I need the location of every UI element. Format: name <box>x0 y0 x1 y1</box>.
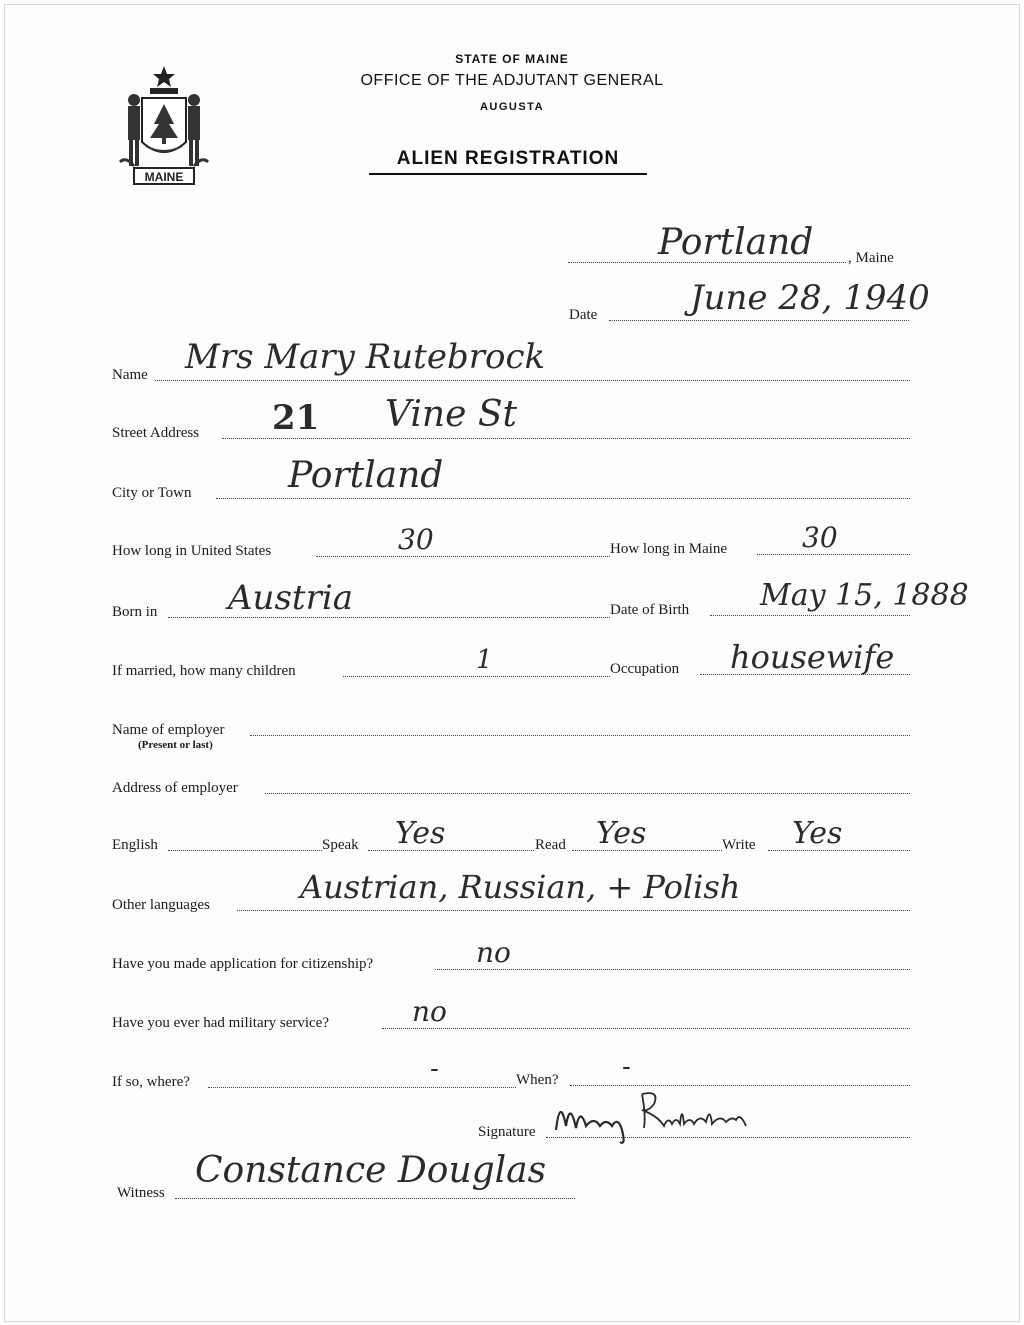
employer-address-label: Address of employer <box>112 780 238 796</box>
speak-line <box>368 850 534 851</box>
years-maine-label: How long in Maine <box>610 541 728 557</box>
city-line <box>216 498 910 499</box>
occupation-field[interactable]: housewife <box>730 638 895 676</box>
years-maine-field[interactable]: 30 <box>802 521 838 554</box>
years-us-field[interactable]: 30 <box>398 523 434 556</box>
military-label: Have you ever had military service? <box>112 1015 329 1031</box>
military-field[interactable]: no <box>412 995 447 1028</box>
witness-field[interactable]: Constance Douglas <box>195 1150 547 1191</box>
date-field[interactable]: June 28, 1940 <box>690 278 930 318</box>
date-label: Date <box>569 307 598 323</box>
street-line <box>222 438 910 439</box>
years-maine-line <box>757 554 910 555</box>
english-label: English <box>112 837 158 853</box>
citizenship-line <box>435 969 910 970</box>
seal-banner-text: MAINE <box>144 170 184 184</box>
employer-name-note: (Present or last) <box>138 739 213 751</box>
employer-name-label: Name of employer <box>112 722 225 738</box>
read-label: Read <box>535 837 566 853</box>
office-heading: OFFICE OF THE ADJUTANT GENERAL <box>360 72 664 89</box>
where-label: If so, where? <box>112 1074 190 1090</box>
witness-line <box>175 1198 575 1199</box>
street-number-field[interactable]: 21 <box>272 398 320 438</box>
name-label: Name <box>112 367 148 383</box>
where-field[interactable]: - <box>430 1054 439 1084</box>
write-field[interactable]: Yes <box>792 816 843 851</box>
speak-label: Speak <box>322 837 359 853</box>
employer-address-line <box>265 793 910 794</box>
applicant-signature <box>550 1086 810 1146</box>
city-label: City or Town <box>112 485 192 501</box>
maine-label: , Maine <box>848 250 894 266</box>
employer-name-line <box>250 735 910 736</box>
born-in-label: Born in <box>112 604 158 620</box>
children-field[interactable]: 1 <box>476 645 493 675</box>
name-field[interactable]: Mrs Mary Rutebrock <box>185 337 546 377</box>
dob-label: Date of Birth <box>610 602 690 618</box>
other-languages-field[interactable]: Austrian, Russian, + Polish <box>300 868 741 906</box>
children-line <box>343 676 610 677</box>
occupation-label: Occupation <box>610 661 680 677</box>
when-field[interactable]: - <box>622 1052 631 1082</box>
street-name-field[interactable]: Vine St <box>385 394 517 435</box>
write-label: Write <box>722 837 756 853</box>
street-label: Street Address <box>112 425 200 441</box>
form-title: ALIEN REGISTRATION <box>396 148 620 169</box>
years-us-line <box>316 556 610 557</box>
read-field[interactable]: Yes <box>596 816 647 851</box>
state-heading: STATE OF MAINE <box>455 52 569 66</box>
other-languages-line <box>237 910 910 911</box>
where-line <box>208 1087 516 1088</box>
signature-label: Signature <box>478 1124 536 1140</box>
date-line <box>609 320 909 321</box>
read-line <box>572 850 722 851</box>
speak-field[interactable]: Yes <box>395 816 446 851</box>
city-field[interactable]: Portland <box>288 455 444 496</box>
born-in-field[interactable]: Austria <box>228 578 353 618</box>
when-label: When? <box>516 1072 559 1088</box>
citizenship-field[interactable]: no <box>476 936 511 969</box>
city-heading: AUGUSTA <box>479 101 545 113</box>
citizenship-label: Have you made application for citizenship? <box>112 956 374 972</box>
years-us-label: How long in United States <box>112 543 272 559</box>
dob-field[interactable]: May 15, 1888 <box>760 578 969 613</box>
place-field[interactable]: Portland <box>658 222 814 263</box>
dob-line <box>710 615 910 616</box>
witness-label: Witness <box>117 1185 165 1201</box>
title-underline <box>369 173 647 175</box>
other-languages-label: Other languages <box>112 897 210 913</box>
military-line <box>382 1028 910 1029</box>
name-line <box>155 380 910 381</box>
children-label: If married, how many children <box>112 663 296 679</box>
english-line <box>168 850 322 851</box>
